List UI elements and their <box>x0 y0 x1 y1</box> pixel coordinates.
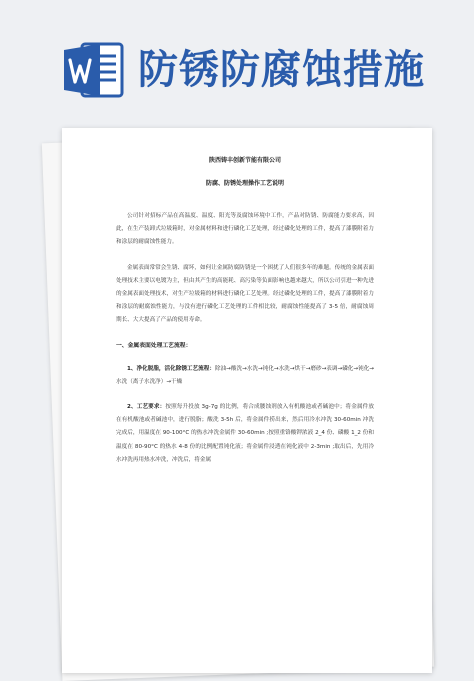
banner <box>0 0 474 118</box>
company-name: 陕西铸丰创新节能有限公司 <box>208 157 281 164</box>
document-page <box>62 128 432 673</box>
step-1 <box>116 363 374 389</box>
step-1-text: 除油→酸洗→水洗→钝化→水洗→烘干→磨砂→表调→磷化→钝化→水洗（离子水洗净）→干燥 <box>116 365 374 385</box>
paragraph-intro: 公司针对招标产品在高温度、温度、阳光等及腐蚀环境中工作，产品对防锈、防腐能力要求高，因此，在生产装卸式垃圾箱时，对金属材料和进行磷化工艺处理，经过磷化处理的工件，提高了漆膜附着力和涂层的耐腐蚀性能力。 <box>116 213 374 246</box>
step-2 <box>116 401 374 467</box>
section-heading-process: 一、金属表面处理工艺流程： <box>116 342 192 349</box>
word-document-icon <box>62 38 126 102</box>
banner-title: 防锈防腐蚀措施 <box>138 46 425 93</box>
step-1-heading: 1、净化脱脂，活化除锈工艺流程： <box>127 365 215 372</box>
step-2-heading: 2、工艺要求： <box>127 404 166 411</box>
step-2-text: 按照每升投放 3g-7g 的比例，将合成腰蚀剂放入有机酸池或者碱池中；将金属件放在有机酸池或者碱池中，进行脱脂；酸洗 3-5h 后，将金属件捞出来，然后用冷水冲洗 30-60min 冲洗完成后，用温度在 90-100°C 的热水冲洗金属件 30-60min ;按照重铬酸钾浓液 2_4 份、磷酸 1_2 份和温度在 80-90°C 的热水 4-8 份的比例配置钝化液；将金属件浸透在钝化液中 2-3min ;取出后，先用冷水冲洗再用热水冲洗，冲洗后，将金属 <box>116 404 374 463</box>
document-body <box>116 156 374 479</box>
paragraph-background: 金属表面常常会生锈、腐坏，如何让金属防腐防锈是一个困扰了人们很多年的难题。传统的金属表面处理技术主要以电镀为主，但由其产生的高能耗、高污染等负面影响也越来越大，所以公司引进一种先进的金属表面处理技术，对生产垃圾箱的材料进行磷化工艺处理。经过磷化处理的工件，提高了漆膜附着力和涂层的耐腐蚀性能力，与没有进行磷化工艺处理的工件相比较，耐腐蚀性能提高了 3-5 倍，耐腐蚀周期长、大大提高了产品的使用寿命。 <box>116 264 374 324</box>
document-title: 防腐、防锈处理操作工艺说明 <box>205 180 284 187</box>
